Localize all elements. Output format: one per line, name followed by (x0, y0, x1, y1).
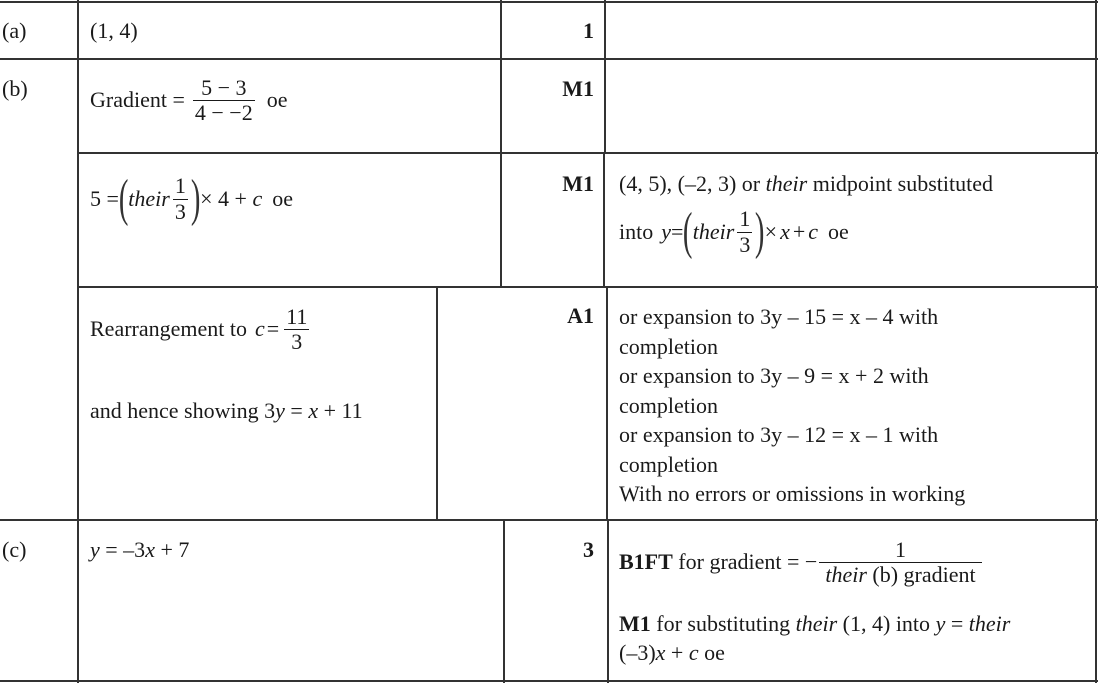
notes-b-3 (619, 302, 1089, 509)
oe-label: oe (272, 185, 293, 211)
c-var: c (255, 316, 265, 342)
y-var: y (935, 611, 946, 636)
part-label-c: (c) (2, 537, 27, 562)
column-divider (500, 152, 502, 287)
negative-reciprocal-fraction (819, 538, 981, 587)
x-var: x (780, 218, 790, 244)
answer-b-rearrangement (90, 305, 312, 354)
answer-b-gradient (90, 76, 287, 125)
column-divider (503, 519, 505, 683)
notes-text: for substituting (650, 611, 796, 636)
table-border-bottom (0, 680, 1098, 682)
fraction-denominator: 3 (174, 198, 186, 224)
their-label: their (795, 611, 838, 636)
notes-b-2-line1 (619, 171, 993, 197)
their-label: their (825, 562, 867, 588)
fraction-denominator: 3 (739, 231, 751, 257)
c-var: c (688, 640, 699, 665)
one-third-fraction (173, 174, 188, 223)
their-label: their (968, 611, 1011, 636)
their-label: their (692, 218, 735, 244)
column-divider (606, 286, 608, 520)
row-divider (0, 519, 1098, 521)
plus: + (792, 218, 806, 244)
equals: = (945, 611, 969, 636)
fraction-numerator: 1 (739, 206, 751, 232)
answer-text: and hence showing 3 (90, 398, 276, 423)
notes-b-2-line2 (619, 203, 849, 260)
fraction-numerator: 1 (174, 173, 186, 199)
fraction-numerator: 5 − 3 (193, 76, 255, 101)
lhs: 5 = (90, 185, 119, 211)
notes-text: for gradient = − (672, 549, 818, 575)
eleven-thirds-fraction (284, 305, 309, 354)
notes-line: completion (619, 451, 718, 477)
notes-line: or expansion to 3y – 15 = x – 4 with (619, 304, 939, 329)
notes-line: or expansion to 3y – 12 = x – 1 with (619, 422, 939, 447)
column-divider (500, 0, 502, 153)
y-var: y (275, 398, 285, 423)
answer-b-showing (90, 398, 363, 424)
denominator-text: (b) gradient (866, 562, 976, 588)
equals: = (266, 316, 280, 342)
left-paren: ( (683, 203, 693, 260)
column-divider (77, 0, 79, 683)
right-paren: ) (755, 203, 765, 260)
x-var: x (308, 398, 319, 423)
part-label-b: (b) (2, 76, 28, 101)
fraction-denominator (819, 563, 981, 587)
column-divider (603, 152, 605, 287)
notes-line: or expansion to 3y – 9 = x + 2 with (619, 363, 929, 388)
y-var: y (661, 218, 671, 244)
notes-line: completion (619, 392, 718, 418)
mark-c: 3 (583, 537, 594, 562)
notes-text: (4, 5), (–2, 3) or (619, 171, 766, 196)
fraction-denominator: 3 (291, 329, 303, 355)
one-third-fraction (737, 207, 752, 256)
gradient-fraction (193, 76, 255, 125)
gradient-label: Gradient = (90, 87, 185, 113)
c-var: c (252, 185, 263, 211)
table-border-right (1095, 0, 1097, 683)
answer-text: + 7 (154, 537, 190, 562)
notes-c-m1-line1 (619, 611, 1010, 637)
oe-label: oe (828, 218, 849, 244)
left-paren: ( (118, 170, 129, 227)
their-label: their (128, 185, 170, 211)
notes-line: completion (619, 333, 718, 359)
mark-b-3: A1 (567, 303, 594, 328)
row-divider (78, 152, 1098, 154)
answer-c (90, 537, 189, 563)
notes-line: With no errors or omissions in working (619, 481, 966, 506)
their-label: their (765, 171, 808, 196)
mark-b-2: M1 (562, 171, 594, 196)
oe-label: oe (698, 640, 725, 665)
rhs: × 4 + (200, 185, 253, 211)
answer-b-substitution (90, 170, 293, 227)
fraction-denominator: 4 − −2 (194, 100, 253, 126)
equals: = (671, 218, 684, 244)
column-divider (607, 519, 609, 683)
c-var: c (808, 218, 819, 244)
answer-text: = –3 (99, 537, 146, 562)
notes-text: into (619, 218, 654, 244)
notes-text: (–3) (619, 640, 656, 665)
m1-label: M1 (619, 611, 651, 636)
times: × (764, 218, 778, 244)
right-paren: ) (190, 170, 201, 227)
oe-label: oe (266, 87, 288, 113)
table-border-top (0, 1, 1098, 3)
notes-text: midpoint substituted (807, 171, 993, 196)
x-var: x (655, 640, 666, 665)
answer-a: (1, 4) (90, 18, 138, 43)
x-var: x (145, 537, 155, 562)
rearrangement-label: Rearrangement to (90, 316, 247, 342)
fraction-numerator: 11 (286, 304, 308, 329)
notes-c-m1-line2 (619, 640, 725, 666)
notes-c-b1 (619, 538, 985, 587)
mark-b-1: M1 (562, 76, 594, 101)
answer-text: + 11 (318, 398, 363, 423)
column-divider (604, 0, 606, 153)
row-divider (78, 286, 1098, 288)
part-label-a: (a) (2, 18, 27, 43)
b1ft-label: B1FT (619, 549, 673, 575)
column-divider (436, 286, 438, 520)
fraction-numerator: 1 (819, 538, 981, 563)
equals: = (284, 398, 309, 423)
y-var: y (90, 537, 100, 562)
row-divider (0, 58, 1098, 60)
notes-text: (1, 4) into (837, 611, 936, 636)
plus: + (665, 640, 689, 665)
mark-a: 1 (583, 18, 594, 43)
